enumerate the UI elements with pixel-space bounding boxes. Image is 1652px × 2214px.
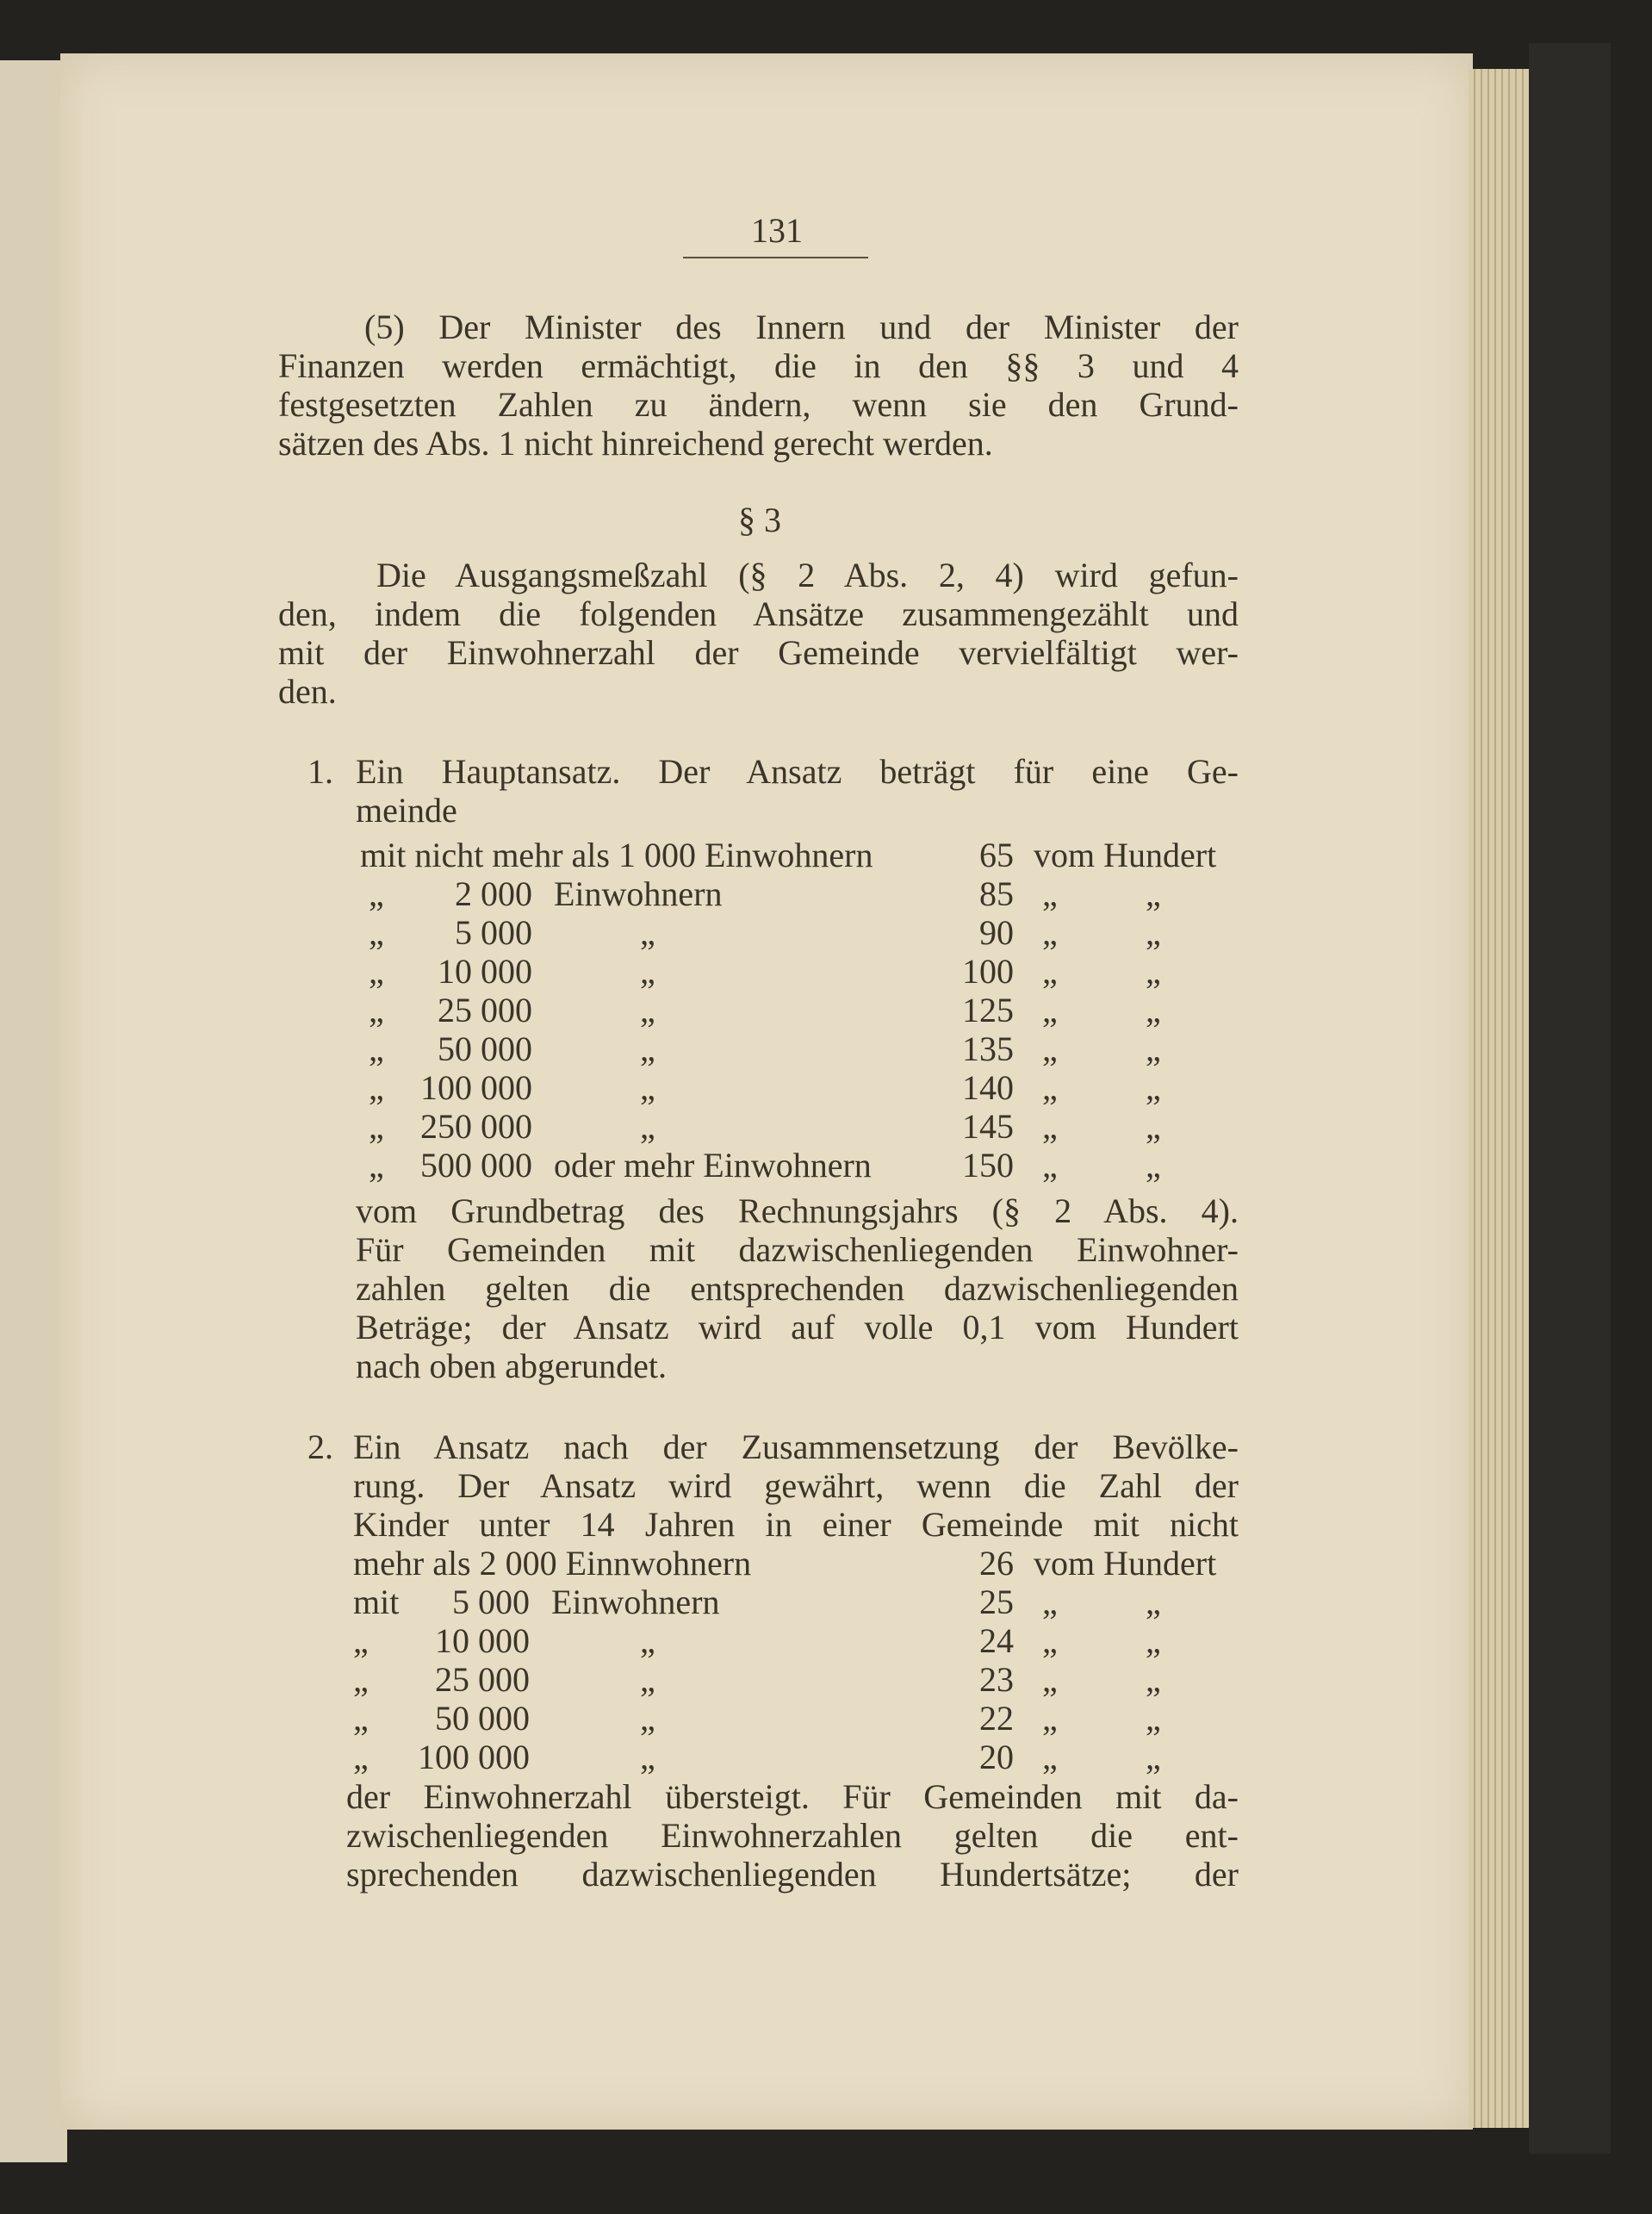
ditto-mark: „: [1146, 1660, 1161, 1699]
table-value: 65: [979, 836, 1014, 874]
table-prefix: „: [353, 1699, 369, 1738]
ditto-mark: „: [1146, 1146, 1161, 1185]
paragraph-line: Für Gemeinden mit dazwischenliegenden Einwohner-: [356, 1230, 1239, 1269]
table-value: 150: [962, 1146, 1014, 1185]
table-unit: vom Hundert: [1034, 1544, 1217, 1583]
ditto-mark: „: [1042, 1146, 1058, 1185]
table-label: mehr als 2 000 Einnwohnern: [353, 1544, 752, 1583]
table-value: 135: [962, 1029, 1014, 1068]
ditto-mark: „: [1042, 1583, 1058, 1621]
table-prefix: mit: [353, 1583, 400, 1621]
ditto-mark: „: [1042, 913, 1058, 952]
table-number: 500 000: [420, 1146, 532, 1185]
table-number: 10 000: [438, 952, 532, 991]
table-unit: vom Hundert: [1034, 836, 1217, 874]
table-unit: „: [640, 1107, 655, 1146]
table-value: 90: [979, 913, 1014, 952]
table-number: 5 000: [455, 913, 532, 952]
ditto-mark: „: [1146, 874, 1161, 913]
header-rule: [683, 257, 868, 258]
ditto-mark: „: [1042, 1699, 1058, 1738]
table-value: 100: [962, 952, 1014, 991]
table-number: 250 000: [420, 1107, 532, 1146]
table-value: 23: [979, 1660, 1014, 1699]
table-prefix: „: [353, 1738, 369, 1776]
table-unit: „: [640, 913, 655, 952]
table-prefix: „: [369, 1146, 384, 1185]
table-prefix: „: [353, 1660, 369, 1699]
list-marker: 2.: [307, 1427, 333, 1466]
paragraph-line: Finanzen werden ermächtigt, die in den §§ 3 und 4: [278, 346, 1239, 385]
paragraph-line: den, indem die folgenden Ansätze zusammengezählt und: [278, 594, 1239, 633]
ditto-mark: „: [1042, 991, 1058, 1029]
paragraph-line: nach oben abgerundet.: [356, 1346, 667, 1385]
paragraph-line: den.: [278, 672, 337, 711]
section-heading: § 3: [738, 501, 781, 539]
paragraph-line: vom Grundbetrag des Rechnungsjahrs (§ 2 Abs. 4).: [356, 1191, 1239, 1230]
page-number: 131: [751, 211, 803, 250]
paragraph-line: zahlen gelten die entsprechenden dazwischenliegenden: [356, 1269, 1239, 1308]
paragraph-line: sätzen des Abs. 1 nicht hinreichend gerecht werden.: [278, 424, 993, 463]
ditto-mark: „: [1146, 1029, 1161, 1068]
table-unit: „: [640, 952, 655, 991]
ditto-mark: „: [1042, 952, 1058, 991]
ditto-mark: „: [1146, 1621, 1161, 1660]
ditto-mark: „: [1146, 1107, 1161, 1146]
ditto-mark: „: [1042, 874, 1058, 913]
paragraph-line: festgesetzten Zahlen zu ändern, wenn sie den Grund-: [278, 385, 1239, 424]
page-edges: [1469, 69, 1529, 2128]
table-number: 5 000: [452, 1583, 530, 1621]
ditto-mark: „: [1042, 1107, 1058, 1146]
ditto-mark: „: [1146, 1738, 1161, 1776]
table-number: 100 000: [418, 1738, 530, 1776]
ditto-mark: „: [1146, 1068, 1161, 1107]
table-number: 10 000: [435, 1621, 530, 1660]
paragraph-line: zwischenliegenden Einwohnerzahlen gelten die ent-: [346, 1816, 1239, 1855]
paragraph-line: sprechenden dazwischenliegenden Hundertsätze; der: [346, 1855, 1239, 1894]
list-item-line: Ein Hauptansatz. Der Ansatz beträgt für eine Ge-: [356, 752, 1239, 791]
paragraph-line: der Einwohnerzahl übersteigt. Für Gemeinden mit da-: [346, 1777, 1239, 1816]
facing-page-edge: [0, 60, 67, 2162]
list-item-line: Ein Ansatz nach der Zusammensetzung der Bevölke-: [353, 1427, 1239, 1466]
list-item-line: Kinder unter 14 Jahren in einer Gemeinde mit nicht: [353, 1505, 1239, 1544]
table-unit: Einwohnern: [554, 874, 723, 913]
table-number: 50 000: [435, 1699, 530, 1738]
table-unit: oder mehr Einwohnern: [554, 1146, 872, 1185]
book-cover: [1529, 43, 1611, 2154]
ditto-mark: „: [1042, 1029, 1058, 1068]
table-value: 25: [979, 1583, 1014, 1621]
table-prefix: „: [369, 1068, 384, 1107]
list-item-line: meinde: [356, 791, 457, 830]
table-value: 140: [962, 1068, 1014, 1107]
ditto-mark: „: [1042, 1738, 1058, 1776]
table-value: 125: [962, 991, 1014, 1029]
table-number: 25 000: [435, 1660, 530, 1699]
paragraph-line: mit der Einwohnerzahl der Gemeinde vervielfältigt wer-: [278, 633, 1239, 672]
table-prefix: „: [369, 991, 384, 1029]
ditto-mark: „: [1146, 952, 1161, 991]
table-prefix: „: [369, 1107, 384, 1146]
table-number: 50 000: [438, 1029, 532, 1068]
table-prefix: „: [369, 913, 384, 952]
ditto-mark: „: [1146, 991, 1161, 1029]
table-value: 145: [962, 1107, 1014, 1146]
table-value: 26: [979, 1544, 1014, 1583]
list-marker: 1.: [307, 752, 333, 791]
table-prefix: „: [353, 1621, 369, 1660]
ditto-mark: „: [1042, 1068, 1058, 1107]
table-value: 20: [979, 1738, 1014, 1776]
table-value: 85: [979, 874, 1014, 913]
table-value: 22: [979, 1699, 1014, 1738]
table-number: 100 000: [420, 1068, 532, 1107]
table-number: 25 000: [438, 991, 532, 1029]
table-value: 24: [979, 1621, 1014, 1660]
table-unit: „: [640, 1699, 655, 1738]
table-prefix: „: [369, 952, 384, 991]
ditto-mark: „: [1146, 1583, 1161, 1621]
table-unit: „: [640, 1660, 655, 1699]
paragraph-line: Die Ausgangsmeßzahl (§ 2 Abs. 2, 4) wird gefun-: [376, 556, 1239, 594]
paragraph-line: Beträge; der Ansatz wird auf volle 0,1 vom Hundert: [356, 1308, 1239, 1346]
table-number: 2 000: [455, 874, 532, 913]
paragraph-line: (5) Der Minister des Innern und der Minister der: [364, 308, 1239, 346]
table-prefix: „: [369, 874, 384, 913]
list-item-line: rung. Der Ansatz wird gewährt, wenn die Zahl der: [353, 1466, 1239, 1505]
table-label: mit nicht mehr als 1 000 Einwohnern: [360, 836, 873, 874]
table-unit: „: [640, 1738, 655, 1776]
table-unit: „: [640, 991, 655, 1029]
ditto-mark: „: [1146, 913, 1161, 952]
table-unit: „: [640, 1029, 655, 1068]
ditto-mark: „: [1042, 1621, 1058, 1660]
ditto-mark: „: [1146, 1699, 1161, 1738]
table-unit: Einwohnern: [551, 1583, 720, 1621]
table-prefix: „: [369, 1029, 384, 1068]
table-unit: „: [640, 1621, 655, 1660]
ditto-mark: „: [1042, 1660, 1058, 1699]
table-unit: „: [640, 1068, 655, 1107]
